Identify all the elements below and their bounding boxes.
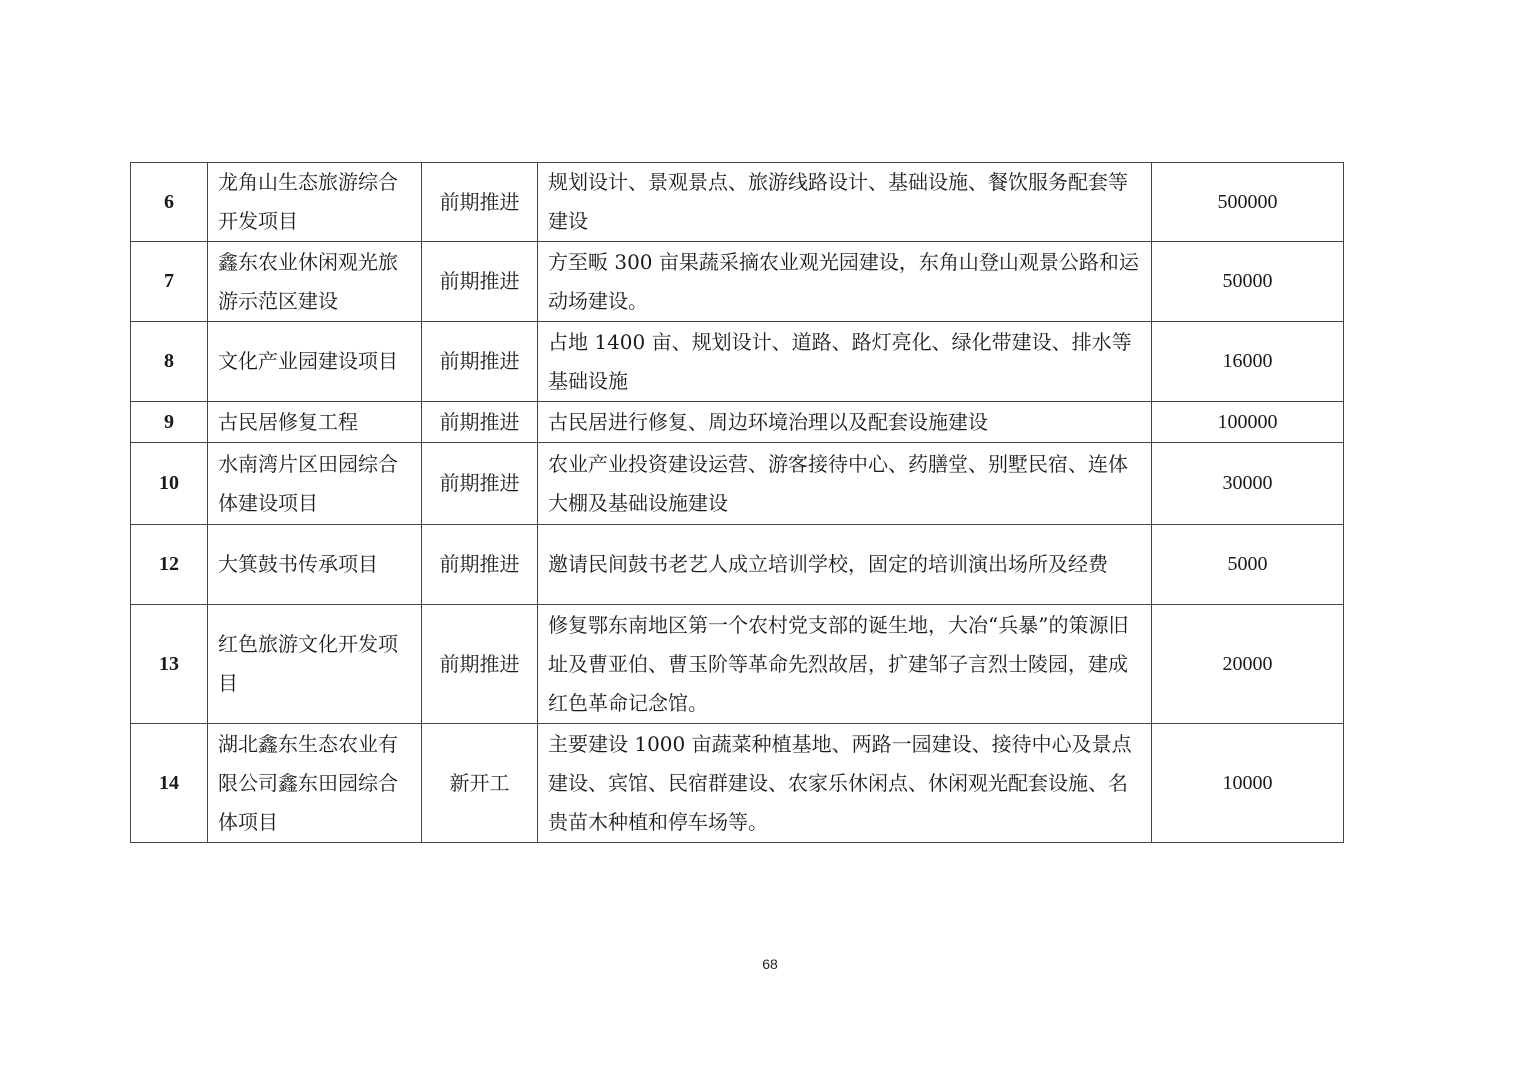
project-content: 古民居进行修复、周边环境治理以及配套设施建设 xyxy=(538,402,1152,443)
project-name: 大箕鼓书传承项目 xyxy=(208,525,422,605)
project-name: 龙角山生态旅游综合开发项目 xyxy=(208,163,422,242)
investment-amount: 500000 xyxy=(1152,163,1344,242)
project-name: 水南湾片区田园综合体建设项目 xyxy=(208,443,422,525)
row-number: 13 xyxy=(131,605,208,724)
project-status: 新开工 xyxy=(422,724,538,843)
row-number: 10 xyxy=(131,443,208,525)
table-row xyxy=(131,525,1344,605)
project-status: 前期推进 xyxy=(422,163,538,242)
row-number: 6 xyxy=(131,163,208,242)
investment-amount: 30000 xyxy=(1152,443,1344,525)
project-content: 邀请民间鼓书老艺人成立培训学校，固定的培训演出场所及经费 xyxy=(538,525,1152,605)
project-status: 前期推进 xyxy=(422,443,538,525)
page-number: 68 xyxy=(762,956,778,972)
investment-amount: 10000 xyxy=(1152,724,1344,843)
row-number: 8 xyxy=(131,322,208,402)
investment-amount: 100000 xyxy=(1152,402,1344,443)
row-number: 9 xyxy=(131,402,208,443)
investment-amount: 16000 xyxy=(1152,322,1344,402)
project-content: 主要建设 1000 亩蔬菜种植基地、两路一园建设、接待中心及景点建设、宾馆、民宿群建设、农家乐休闲点、休闲观光配套设施、名贵苗木种植和停车场等。 xyxy=(538,724,1152,843)
table-row xyxy=(131,605,1344,724)
project-content: 农业产业投资建设运营、游客接待中心、药膳堂、别墅民宿、连体大棚及基础设施建设 xyxy=(538,443,1152,525)
row-number: 12 xyxy=(131,525,208,605)
project-table xyxy=(130,162,1344,843)
project-name: 文化产业园建设项目 xyxy=(208,322,422,402)
investment-amount: 50000 xyxy=(1152,242,1344,322)
table-row xyxy=(131,322,1344,402)
project-status: 前期推进 xyxy=(422,322,538,402)
project-status: 前期推进 xyxy=(422,402,538,443)
project-content: 规划设计、景观景点、旅游线路设计、基础设施、餐饮服务配套等建设 xyxy=(538,163,1152,242)
table-row xyxy=(131,242,1344,322)
investment-amount: 5000 xyxy=(1152,525,1344,605)
project-name: 鑫东农业休闲观光旅游示范区建设 xyxy=(208,242,422,322)
table-row xyxy=(131,724,1344,843)
row-number: 7 xyxy=(131,242,208,322)
project-name: 古民居修复工程 xyxy=(208,402,422,443)
project-content: 方至畈 300 亩果蔬采摘农业观光园建设，东角山登山观景公路和运动场建设。 xyxy=(538,242,1152,322)
investment-amount: 20000 xyxy=(1152,605,1344,724)
table-row xyxy=(131,163,1344,242)
project-content: 占地 1400 亩、规划设计、道路、路灯亮化、绿化带建设、排水等基础设施 xyxy=(538,322,1152,402)
project-status: 前期推进 xyxy=(422,605,538,724)
project-status: 前期推进 xyxy=(422,242,538,322)
project-content: 修复鄂东南地区第一个农村党支部的诞生地，大冶“兵暴”的策源旧址及曹亚伯、曹玉阶等革命先烈故居，扩建邹子言烈士陵园，建成红色革命记念馆。 xyxy=(538,605,1152,724)
project-name: 湖北鑫东生态农业有限公司鑫东田园综合体项目 xyxy=(208,724,422,843)
table-row xyxy=(131,402,1344,443)
table-row xyxy=(131,443,1344,525)
row-number: 14 xyxy=(131,724,208,843)
project-status: 前期推进 xyxy=(422,525,538,605)
project-name: 红色旅游文化开发项目 xyxy=(208,605,422,724)
